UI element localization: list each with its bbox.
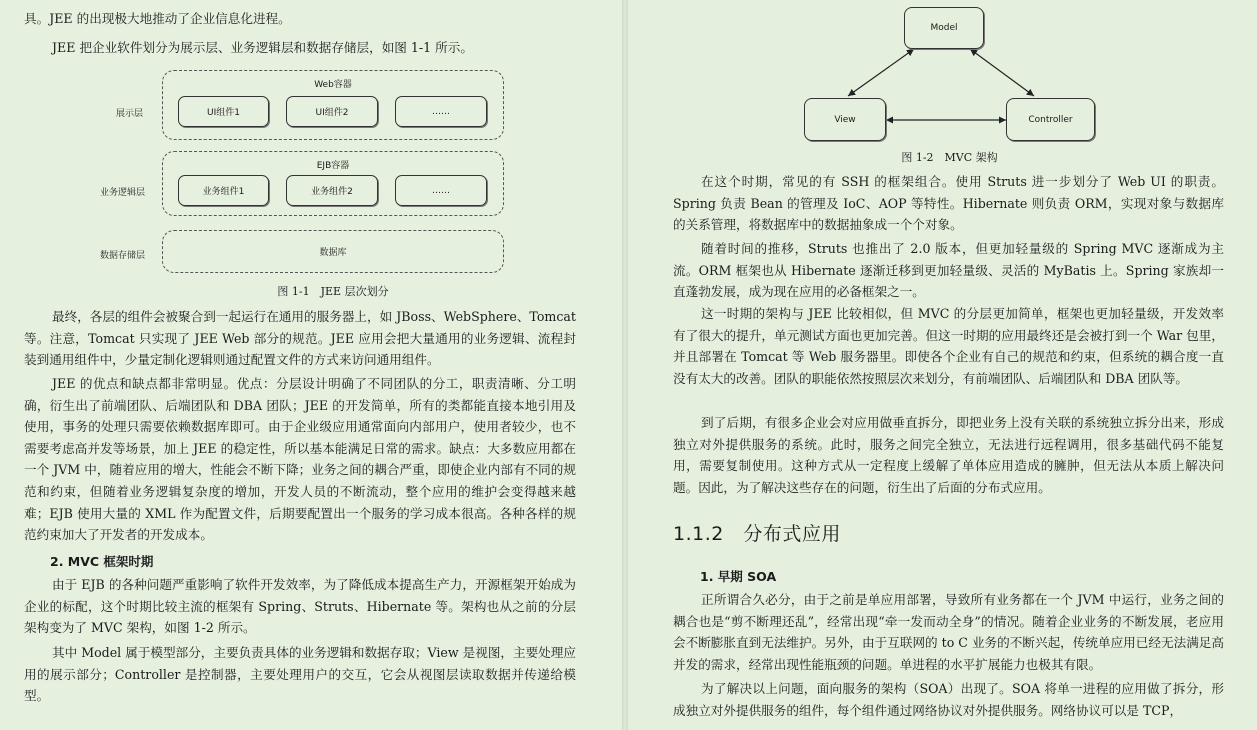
- paragraph-text: 随着时间的推移，Struts 也推出了 2.0 版本，但更加轻量级的 Spring MVC 逐渐成为主流。ORM 框架也从 Hibernate 逐渐迁移到更加轻量级、灵活的 MyBatis 上。Spring 家族却一直蓬勃发展，成为现在应用的必备框架之一。: [673, 241, 1224, 300]
- ui-component-1: UI组件1: [178, 96, 269, 127]
- paragraph-text: JEE 的优点和缺点都非常明显。优点：分层设计明确了不同团队的分工，职责清晰、分工明确，衍生出了前端团队、后端团队和 DBA 团队；JEE 的开发简单，所有的类都能直接本地引用及使用，事务的处理只需要依赖数据库即可。由于企业级应用通常面向内部用户，使用者较少，也不需要考虑高并发等场景，加上 JEE 的稳定性，所以基本能满足日常的需求。缺点：大多数应用都在一个 JVM 中，随着应用的增大，性能会不断下降；业务之间的耦合严重，即使企业内部有不同的规范和约束，但随着业务逻辑复杂度的增加，开发人员的不断流动，整个应用的维护会变得越来越难；EJB 使用大量的 XML 作为配置文件，后期要配置出一个服务的学习成本很高。各种各样的规范约束加大了开发者的开发成本。: [24, 376, 576, 543]
- right-page: [628, 0, 1257, 730]
- figure-caption: 图 1-1 JEE 层次划分: [277, 285, 389, 298]
- paragraph-soa-2: [673, 678, 1224, 721]
- paragraph-mvc-1: [24, 574, 576, 639]
- controller-box: Controller: [1006, 98, 1095, 141]
- paragraph-pros-cons: [24, 373, 576, 546]
- view-box: View: [804, 98, 886, 141]
- paragraph-intro-continued: [24, 8, 576, 30]
- paragraph-mvc-2: [24, 642, 576, 707]
- layer-label-presentation: 展示层: [116, 109, 144, 119]
- ui-component-more: ……: [395, 96, 487, 127]
- layer-label-business: 业务逻辑层: [100, 188, 146, 198]
- business-component-more: ……: [395, 175, 487, 206]
- paragraph-later: [673, 412, 1224, 498]
- paragraph-jee-layers: [24, 37, 576, 59]
- section-heading-mvc: 2. MVC 框架时期: [50, 554, 154, 569]
- paragraph-text: 具。JEE 的出现极大地推动了企业信息化进程。: [24, 11, 291, 26]
- paragraph-compare: [673, 303, 1224, 389]
- database-box: 数据库: [162, 230, 504, 273]
- business-component-1: 业务组件1: [178, 175, 269, 206]
- paragraph-text: 这一时期的架构与 JEE 比较相似，但 MVC 的分层更加简单，框架也更加轻量级，开发效率有了很大的提升，单元测试方面也更加完善。但这一时期的应用最终还是会被打到一个 War 包里，并且部署在 Tomcat 等 Web 服务器里。即使各个企业有自己的规范和约束，但系统的耦合度一直没有太大的改善。团队的职能依然按照层次来划分，有前端团队、后端团队和 DBA 团队等。: [673, 306, 1224, 386]
- section-title-distributed: 1.1.2 分布式应用: [673, 523, 841, 545]
- paragraph-final-layers: [24, 306, 576, 371]
- ejb-container-title: EJB容器: [316, 161, 350, 171]
- paragraph-soa-1: [673, 589, 1224, 675]
- ui-component-2: UI组件2: [286, 96, 378, 127]
- model-view-arrow: [848, 49, 914, 96]
- paragraph-text: 正所谓合久必分，由于之前是单应用部署，导致所有业务都在一个 JVM 中运行，业务之间的耦合也是“剪不断理还乱”，经常出现“牵一发而动全身”的情况。随着企业业务的不断发展，老应用会不断膨胀直到无法维护。另外，由于互联网的 to C 业务的不断兴起，传统单应用已经无法满足高并发的需求，经常出现性能瓶颈的问题。单进程的水平扩展能力也极其有限。: [673, 592, 1224, 672]
- figure-caption: 图 1-2 MVC 架构: [901, 151, 998, 164]
- paragraph-text: 到了后期，有很多企业会对应用做垂直拆分，即把业务上没有关联的系统独立拆分出来，形成独立对外提供服务的系统。此时，服务之间完全独立，无法进行远程调用，很多基础代码不能复用，需要复制使用。这种方式从一定程度上缓解了单体应用造成的臃肿，但无法从本质上解决问题。因此，为了解决这些存在的问题，衍生出了后面的分布式应用。: [673, 415, 1224, 495]
- paragraph-text: 其中 Model 属于模型部分，主要负责具体的业务逻辑和数据存取；View 是视图，主要处理应用的展示部分；Controller 是控制器，主要处理用户的交互，它会从视图层读取数据并传递给模型。: [24, 645, 576, 704]
- paragraph-text: 最终，各层的组件会被聚合到一起运行在通用的服务器上，如 JBoss、WebSphere、Tomcat 等。注意，Tomcat 只实现了 JEE Web 部分的规范。JEE 应用会把大量通用的业务逻辑、流程封装到通用组件中，少量定制化逻辑则通过配置文件的方式来访问通用组件。: [24, 309, 576, 368]
- model-box: Model: [904, 7, 984, 49]
- paragraph-text: 为了解决以上问题，面向服务的架构（SOA）出现了。SOA 将单一进程的应用做了拆分，形成独立对外提供服务的组件，每个组件通过网络协议对外提供服务。网络协议可以是 TCP，: [673, 681, 1224, 718]
- paragraph-text: 由于 EJB 的各种问题严重影响了软件开发效率，为了降低成本提高生产力，开源框架开始成为企业的标配，这个时期比较主流的框架有 Spring、Struts、Hibernate 等。架构也从之前的分层架构变为了 MVC 架构，如图 1-2 所示。: [24, 577, 576, 636]
- business-component-2: 业务组件2: [286, 175, 378, 206]
- section-heading-soa: 1. 早期 SOA: [700, 569, 777, 584]
- web-container-title: Web容器: [314, 80, 352, 90]
- model-controller-arrow: [970, 49, 1034, 96]
- paragraph-text: 在这个时期，常见的有 SSH 的框架组合。使用 Struts 进一步划分了 Web UI 的职责。Spring 负责 Bean 的管理及 IoC、AOP 等特性。Hibernate 则负责 ORM，实现对象与数据库的关系管理，将数据库中的数据抽象成一个个对象。: [673, 174, 1224, 233]
- paragraph-ssh: [673, 171, 1224, 236]
- paragraph-evolution: [673, 238, 1224, 303]
- paragraph-text: JEE 把企业软件划分为展示层、业务逻辑层和数据存储层，如图 1-1 所示。: [52, 40, 473, 55]
- left-page: [0, 0, 622, 730]
- layer-label-storage: 数据存储层: [100, 251, 146, 261]
